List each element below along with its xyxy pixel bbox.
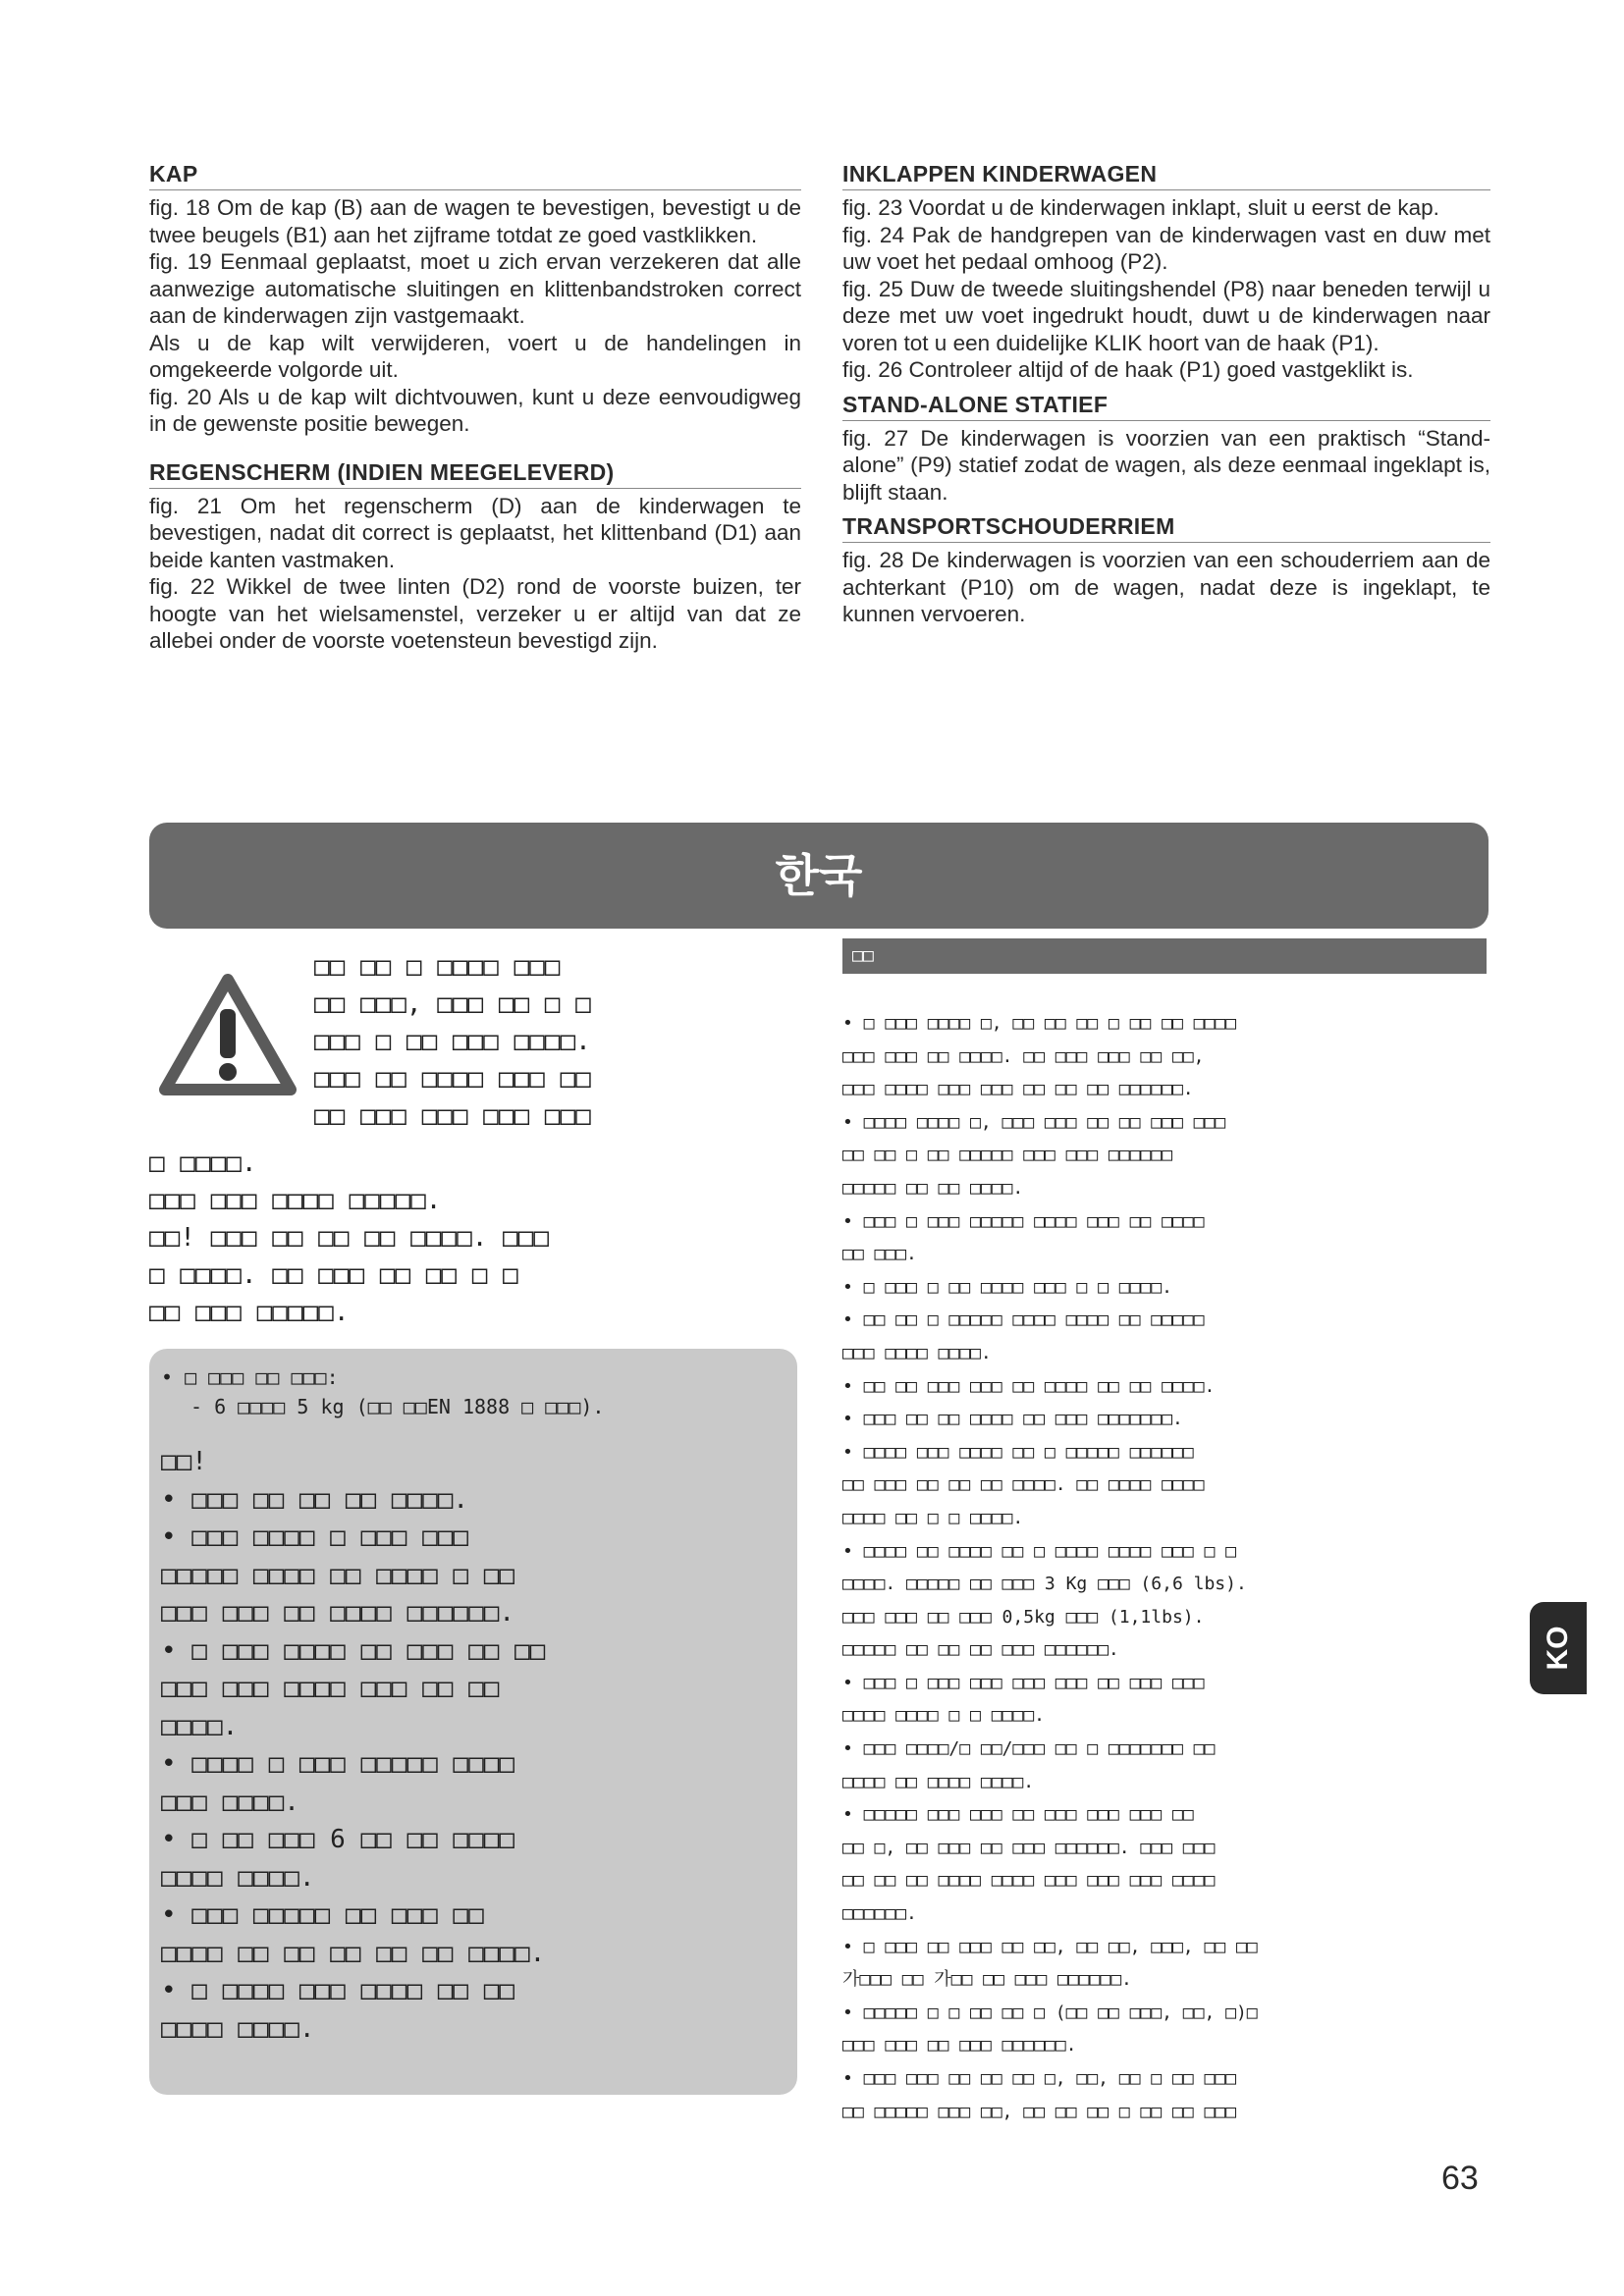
text-line: □□ □□ □ □□ □□□□□ □□□ □□□ □□□□□□	[842, 1145, 1172, 1166]
text-line: • □□□□ □□ □□□□ □□ □ □□□□ □□□□ □□□ □ □	[842, 1540, 1236, 1562]
section-heading-inklappen: INKLAPPEN KINDERWAGEN	[842, 161, 1490, 190]
page-number: 63	[1441, 2160, 1479, 2197]
text-line: • □□□□ □□□□ □, □□□ □□□ □□ □□ □□□ □□□	[842, 1111, 1226, 1133]
warning-line: □ □□□□. □□ □□□ □□ □□ □ □	[149, 1260, 518, 1290]
kap-paragraph-2: fig. 19 Eenmaal geplaatst, moet u zich ervan verzekeren dat alle aanwezige automatische sluitingen en klittenbandstroken correct aan de kinderwagen zijn vastgemaakt.	[149, 249, 801, 328]
box-line: □□□ □□□ □□□□ □□□ □□ □□	[161, 1674, 500, 1703]
text-line: □□□ □□□ □□ □□□ □□□□□□.	[842, 2035, 1077, 2056]
text-line: □□ □□□ □□ □□ □□ □□□□. □□ □□□□ □□□□	[842, 1474, 1205, 1496]
text-line: • □□□□□ □ □ □□ □□ □ (□□ □□ □□□, □□, □)□	[842, 2002, 1258, 2023]
box-line: • □ □□□ □□□□ □□ □□□ □□ □□	[161, 1635, 546, 1666]
text-line: □□□□. □□□□□ □□ □□□ 3 Kg □□□ (6,6 lbs).	[842, 1574, 1247, 1595]
box-line: • □□□ □□□□□ □□ □□□ □□	[161, 1900, 484, 1930]
stand-alone-paragraph: fig. 27 De kinderwagen is voorzien van een praktisch “Stand-alone” (P9) statief zodat de wagen, als deze eenmaal ingeklapt is, blijft staan.	[842, 425, 1490, 505]
section-heading-regenscherm: REGENSCHERM (INDIEN MEEGELEVERD)	[149, 459, 801, 489]
text-line: □□□ □□□□ □□□□.	[842, 1342, 992, 1363]
box-subitem: - 6 □□□□ 5 kg (□□ □□EN 1888 □ □□□).	[190, 1395, 605, 1418]
box-item: • □ □□□ □□ □□□:	[161, 1365, 339, 1389]
text-line: • □□□□ □□□ □□□□ □□ □ □□□□□ □□□□□□	[842, 1441, 1194, 1463]
section-heading-stand-alone: STAND-ALONE STATIEF	[842, 392, 1490, 421]
kap-paragraph-3: Als u de kap wilt verwijderen, voert u de handelingen in omgekeerde volgorde uit.	[149, 330, 801, 382]
warning-info-box	[149, 1349, 797, 2095]
text-line: • □ □□□ □ □□ □□□□ □□□ □ □ □□□□.	[842, 1276, 1172, 1298]
warning-line: □□ □□ □ □□□□ □□□	[314, 952, 561, 982]
text-line: □□ □□ □□ □□□□ □□□□ □□□ □□□ □□□ □□□□	[842, 1870, 1216, 1892]
text-line: • □□ □□ □ □□□□□ □□□□ □□□□ □□ □□□□□	[842, 1309, 1205, 1331]
text-line: □□ □□□□□ □□□ □□, □□ □□ □□ □ □□ □□ □□□	[842, 2101, 1236, 2122]
warning-line: □□ □□□ □□□□□.	[149, 1298, 350, 1327]
box-line: • □ □□ □□□ 6 □□ □□ □□□□	[161, 1825, 515, 1854]
section-heading-transport: TRANSPORTSCHOUDERRIEM	[842, 513, 1490, 543]
text-line: □□□□□ □□ □□ □□ □□□ □□□□□□.	[842, 1639, 1119, 1661]
text-line: • □□□ □ □□□ □□□ □□□ □□□ □□ □□□ □□□	[842, 1672, 1205, 1693]
language-tab	[1530, 1602, 1587, 1694]
box-line: □□□ □□□ □□ □□□□ □□□□□□.	[161, 1598, 515, 1628]
text-line: □□□□ □□ □ □ □□□□.	[842, 1507, 1024, 1528]
language-tab-label: KO	[1542, 1626, 1574, 1671]
korean-right-column	[842, 1007, 1490, 2128]
warning-intro-lines	[314, 948, 776, 1135]
transport-paragraph: fig. 28 De kinderwagen is voorzien van een schouderriem aan de achterkant (P10) om de wagen, nadat deze is ingeklapt, te kunnen vervoeren.	[842, 548, 1490, 626]
text-line: □□□ □□□□ □□□ □□□ □□ □□ □□ □□□□□□.	[842, 1079, 1194, 1100]
text-line: □□□ □□□ □□ □□□ 0,5kg □□□ (1,1lbs).	[842, 1606, 1205, 1628]
box-line: • □ □□□□ □□□ □□□□ □□ □□	[161, 1976, 515, 2005]
box-line: • □□□ □□□□ □ □□□ □□□	[161, 1522, 469, 1552]
warning-line: □□□ □□ □□□□ □□□ □□	[314, 1064, 591, 1094]
box-line: □□!	[161, 1447, 207, 1476]
text-line: □□ □, □□ □□□ □□ □□□ □□□□□□. □□□ □□□	[842, 1837, 1216, 1858]
text-line: □□□□ □□□□ □ □ □□□□.	[842, 1705, 1045, 1727]
warning-line: □ □□□□.	[149, 1148, 257, 1178]
text-line: 가□□□ □□ 가□□ □□ □□□ □□□□□□.	[842, 1969, 1132, 1991]
inklappen-paragraph-4: fig. 26 Controleer altijd of de haak (P1) goed vastgeklikt is.	[842, 357, 1414, 382]
warning-continued-lines	[149, 1145, 778, 1331]
kap-paragraph-4: fig. 20 Als u de kap wilt dichtvouwen, kunt u deze eenvoudigweg in de gewenste positie bewegen.	[149, 384, 801, 436]
text-line: • □□□ □ □□□ □□□□□ □□□□ □□□ □□ □□□□	[842, 1210, 1205, 1232]
text-line: □□□□□ □□ □□ □□□□.	[842, 1177, 1024, 1199]
box-line: □□□□ □□□□.	[161, 2013, 315, 2044]
text-line: □□ □□□.	[842, 1244, 917, 1265]
warning-line: □□ □□□ □□□ □□□ □□□	[314, 1101, 591, 1131]
warning-line: □□! □□□ □□ □□ □□ □□□□. □□□	[149, 1223, 549, 1253]
box-line: □□□□ □□ □□ □□ □□ □□ □□□□.	[161, 1938, 546, 1968]
regenscherm-paragraph-2: fig. 22 Wikkel de twee linten (D2) rond de voorste buizen, ter hoogte van het wielsamenstel, verzeker u er altijd van dat ze allebei onder de voorste voetensteun bevestigd zijn.	[149, 574, 801, 653]
box-line: □□□□ □□□□.	[161, 1862, 315, 1893]
text-line: • □□□ □□□ □□ □□ □□ □, □□, □□ □ □□ □□□	[842, 2068, 1236, 2089]
dutch-right-column	[842, 161, 1490, 628]
box-line: □□□ □□□□.	[161, 1787, 299, 1817]
box-line: □□□□□ □□□□ □□ □□□□ □ □□	[161, 1560, 515, 1590]
text-line: □□□□ □□ □□□□ □□□□.	[842, 1771, 1035, 1792]
text-line: □□□ □□□ □□ □□□□. □□ □□□ □□□ □□ □□,	[842, 1045, 1205, 1067]
text-line: • □ □□□ □□□□ □, □□ □□ □□ □ □□ □□ □□□□	[842, 1013, 1236, 1034]
language-banner: 한국	[149, 823, 1489, 929]
regenscherm-paragraph-1: fig. 21 Om het regenscherm (D) aan de kinderwagen te bevestigen, nadat dit correct is geplaatst, het klittenband (D1) aan beide kanten vastmaken.	[149, 493, 801, 572]
section-title-bar: □□	[842, 938, 1487, 974]
text-line: □□□□□□.	[842, 1903, 917, 1925]
inklappen-paragraph-2: fig. 24 Pak de handgrepen van de kinderwagen vast en duw met uw voet het pedaal omhoog (P2).	[842, 222, 1490, 274]
text-line: • □□□ □□□□/□ □□/□□□ □□ □ □□□□□□□ □□	[842, 1738, 1216, 1760]
text-line: • □□ □□ □□□ □□□ □□ □□□□ □□ □□ □□□□.	[842, 1375, 1216, 1397]
box-line: □□□□.	[161, 1711, 239, 1741]
warning-line: □□□ □ □□ □□□ □□□□.	[314, 1027, 591, 1056]
warning-triangle-icon	[159, 974, 297, 1095]
dutch-left-column	[149, 161, 801, 655]
warning-line: □□□ □□□ □□□□ □□□□□.	[149, 1186, 442, 1215]
text-line: • □□□□□ □□□ □□□ □□ □□□ □□□ □□□ □□	[842, 1804, 1194, 1826]
inklappen-paragraph-1: fig. 23 Voordat u de kinderwagen inklapt, sluit u eerst de kap.	[842, 195, 1439, 220]
warning-line: □□ □□□, □□□ □□ □ □	[314, 989, 591, 1019]
box-line: • □□□□ □ □□□ □□□□□ □□□□	[161, 1749, 515, 1779]
box-line: • □□□ □□ □□ □□ □□□□.	[161, 1484, 469, 1515]
kap-paragraph-1: fig. 18 Om de kap (B) aan de wagen te bevestigen, bevestigt u de twee beugels (B1) aan het zijframe totdat ze goed vastklikken.	[149, 195, 801, 247]
inklappen-paragraph-3: fig. 25 Duw de tweede sluitingshendel (P8) naar beneden terwijl u deze met uw voet ingedrukt houdt, duwt u de kinderwagen naar voren tot u een duidelijke KLIK hoort van de haak (P1).	[842, 276, 1490, 355]
text-line: • □ □□□ □□ □□□ □□ □□, □□ □□, □□□, □□ □□	[842, 1936, 1258, 1957]
section-heading-kap: KAP	[149, 161, 801, 190]
text-line: • □□□ □□ □□ □□□□ □□ □□□ □□□□□□□.	[842, 1409, 1183, 1430]
